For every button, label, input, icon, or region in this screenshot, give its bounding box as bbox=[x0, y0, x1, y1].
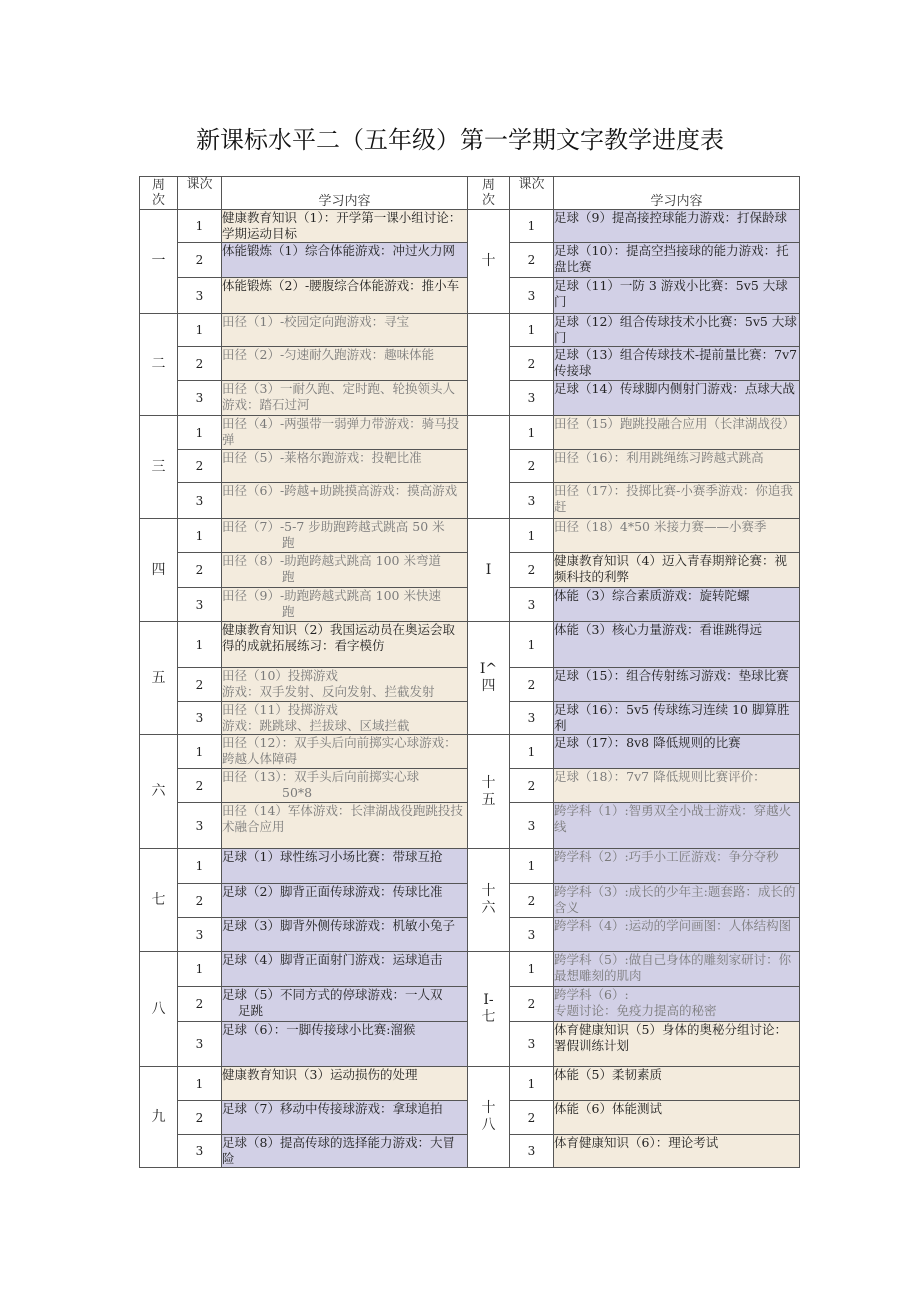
schedule-body bbox=[140, 210, 800, 1168]
lesson-text-line2: 游戏：跳跳球、拦拔球、区域拦截 bbox=[222, 718, 410, 733]
week-label-line: 十 bbox=[481, 774, 496, 791]
table-row bbox=[140, 314, 800, 347]
lesson-number: 1 bbox=[178, 952, 222, 987]
lesson-content-right bbox=[554, 347, 800, 381]
lesson-number: 2 bbox=[178, 884, 222, 918]
lesson-number: 1 bbox=[178, 210, 222, 243]
lesson-number: 3 bbox=[178, 702, 222, 735]
lesson-text: 足球（18）：7v7 降低规则比赛评价： bbox=[554, 769, 766, 784]
lesson-text-line2: 专题讨论：免疫力提高的秘密 bbox=[554, 1003, 717, 1018]
lesson-number-right: 3 bbox=[510, 381, 554, 416]
week-label-line: 五 bbox=[481, 791, 496, 808]
lesson-number-right: 3 bbox=[510, 483, 554, 519]
lesson-number-right: 1 bbox=[510, 735, 554, 769]
header-lesson bbox=[178, 177, 222, 210]
table-row bbox=[140, 952, 800, 987]
week-cell: 九 bbox=[140, 1067, 178, 1168]
lesson-number: 2 bbox=[178, 553, 222, 588]
lesson-number-right: 3 bbox=[510, 702, 554, 735]
lesson-content bbox=[222, 519, 468, 553]
lesson-number-right: 1 bbox=[510, 952, 554, 987]
lesson-number-right: 2 bbox=[510, 668, 554, 702]
lesson-content bbox=[222, 210, 468, 243]
lesson-content bbox=[222, 1067, 468, 1101]
lesson-text: 跨学科（2）:巧手小工匠游戏：争分夺秒 bbox=[554, 849, 779, 864]
lesson-text: 健康教育知识（3）运动损伤的处理 bbox=[222, 1067, 418, 1082]
week-cell-right bbox=[468, 210, 510, 314]
week-label-line: 八 bbox=[481, 1117, 496, 1133]
lesson-content-right bbox=[554, 416, 800, 450]
header-lesson-2 bbox=[510, 177, 554, 210]
lesson-number-right: 3 bbox=[510, 278, 554, 314]
lesson-content-right bbox=[554, 1022, 800, 1067]
lesson-text: 田径（4）-两强带一弱弹力带游戏：骑马投弹 bbox=[222, 416, 460, 447]
lesson-number: 3 bbox=[178, 278, 222, 314]
lesson-text-line2: 游戏：双手发射、反向发射、拦截发射 bbox=[222, 684, 435, 699]
lesson-text: 足球（8）提高传球的选择能力游戏：大冒险 bbox=[222, 1135, 455, 1166]
lesson-content-right bbox=[554, 210, 800, 243]
lesson-text: 田径（1）-校园定向跑游戏：寻宝 bbox=[222, 314, 410, 329]
lesson-content-right bbox=[554, 849, 800, 884]
lesson-content-right bbox=[554, 314, 800, 347]
lesson-text: 田径（9）-助跑跨越式跳高 100 米快速 bbox=[222, 588, 441, 603]
lesson-content-right bbox=[554, 952, 800, 987]
week-cell: 一 bbox=[140, 210, 178, 314]
lesson-text: 田径（8）-助跑跨越式跳高 100 米弯道 bbox=[222, 553, 441, 568]
header-week-2 bbox=[468, 177, 510, 210]
lesson-content-right bbox=[554, 735, 800, 769]
lesson-number: 1 bbox=[178, 1067, 222, 1101]
table-row bbox=[140, 735, 800, 769]
table-row bbox=[140, 210, 800, 243]
lesson-text: 足球（12）组合传球技术小比赛：5v5 大球门 bbox=[554, 314, 797, 345]
lesson-text-line2: 跑 bbox=[282, 535, 295, 550]
week-label-line: 十 bbox=[481, 883, 496, 899]
week-cell: 七 bbox=[140, 849, 178, 952]
header-content: 学习内容 bbox=[222, 177, 468, 210]
lesson-number-right: 2 bbox=[510, 243, 554, 278]
header-week-2-text: 周次 bbox=[481, 178, 495, 208]
header-lesson-text: 课次 bbox=[186, 177, 213, 192]
lesson-text: 田径（5）-莱格尔跑游戏：投靶比准 bbox=[222, 450, 422, 465]
lesson-number: 1 bbox=[178, 314, 222, 347]
week-label-line: I^ bbox=[479, 661, 498, 677]
lesson-text: 跨学科（1）:智勇双全小战士游戏：穿越火线 bbox=[554, 803, 792, 834]
lesson-number: 1 bbox=[178, 849, 222, 884]
lesson-number: 3 bbox=[178, 1135, 222, 1168]
lesson-content bbox=[222, 243, 468, 278]
lesson-number: 2 bbox=[178, 450, 222, 483]
week-cell-right bbox=[468, 622, 510, 735]
lesson-content-right bbox=[554, 278, 800, 314]
table-row bbox=[140, 849, 800, 884]
lesson-number: 3 bbox=[178, 803, 222, 849]
lesson-number: 2 bbox=[178, 769, 222, 803]
week-label-line: I bbox=[485, 561, 492, 578]
lesson-text: 田径（3）一耐久跑、定时跑、轮换领头人游戏：踏石过河 bbox=[222, 381, 455, 412]
lesson-text: 体能（5）柔韧素质 bbox=[554, 1067, 662, 1082]
lesson-text: 足球（16）：5v5 传球练习连续 10 脚算胜利 bbox=[554, 702, 790, 733]
lesson-content-right bbox=[554, 918, 800, 952]
lesson-content-right bbox=[554, 803, 800, 849]
lesson-number: 3 bbox=[178, 1022, 222, 1067]
lesson-number-right: 1 bbox=[510, 416, 554, 450]
lesson-text-line2: 跑 bbox=[282, 569, 295, 584]
lesson-text: 足球（2）脚背正面传球游戏：传球比准 bbox=[222, 884, 443, 899]
header-content-2: 学习内容 bbox=[554, 177, 800, 210]
lesson-number-right: 2 bbox=[510, 987, 554, 1022]
lesson-number-right: 2 bbox=[510, 553, 554, 588]
lesson-number: 1 bbox=[178, 735, 222, 769]
lesson-text: 足球（10）：提高空挡接球的能力游戏：托盘比赛 bbox=[554, 243, 789, 274]
lesson-content bbox=[222, 278, 468, 314]
lesson-number-right: 3 bbox=[510, 803, 554, 849]
week-cell: 五 bbox=[140, 622, 178, 735]
lesson-text: 体能（3）核心力量游戏：看谁跳得远 bbox=[554, 622, 762, 637]
table-row bbox=[140, 1067, 800, 1101]
lesson-content-right bbox=[554, 1067, 800, 1101]
week-cell-right bbox=[468, 849, 510, 952]
lesson-content-right bbox=[554, 519, 800, 553]
schedule-table bbox=[139, 176, 800, 1168]
lesson-content bbox=[222, 588, 468, 622]
lesson-text: 田径（11）投掷游戏 bbox=[222, 702, 338, 717]
lesson-text: 体能（6）体能测试 bbox=[554, 1101, 662, 1116]
page-title: 新课标水平二（五年级）第一学期文字教学进度表 bbox=[196, 126, 724, 154]
lesson-text: 体能（3）综合素质游戏：旋转陀螺 bbox=[554, 588, 750, 603]
lesson-number: 3 bbox=[178, 918, 222, 952]
week-cell-right bbox=[468, 1067, 510, 1168]
lesson-content bbox=[222, 347, 468, 381]
lesson-content bbox=[222, 952, 468, 987]
lesson-content bbox=[222, 849, 468, 884]
lesson-content bbox=[222, 1101, 468, 1135]
lesson-number: 3 bbox=[178, 381, 222, 416]
lesson-content-right bbox=[554, 622, 800, 668]
lesson-content-right bbox=[554, 987, 800, 1022]
lesson-text: 体育健康知识（5）身体的奥秘分组讨论：署假训练计划 bbox=[554, 1022, 787, 1053]
lesson-text: 足球（4）脚背正面射门游戏：运球追击 bbox=[222, 952, 443, 967]
lesson-text: 田径（13）：双手头后向前掷实心球 bbox=[222, 769, 420, 784]
week-cell-right bbox=[468, 735, 510, 849]
lesson-text: 田径（10）投掷游戏 bbox=[222, 668, 338, 683]
header-week bbox=[140, 177, 178, 210]
week-cell-right bbox=[468, 519, 510, 622]
lesson-content bbox=[222, 1135, 468, 1168]
lesson-content-right bbox=[554, 668, 800, 702]
table-row bbox=[140, 519, 800, 553]
lesson-number: 1 bbox=[178, 416, 222, 450]
lesson-content bbox=[222, 381, 468, 416]
lesson-text: 跨学科（6）: bbox=[554, 987, 629, 1002]
lesson-content bbox=[222, 314, 468, 347]
lesson-text: 足球（14）传球脚内侧射门游戏：点球大战 bbox=[554, 381, 795, 396]
lesson-number-right: 3 bbox=[510, 1022, 554, 1067]
lesson-number-right: 2 bbox=[510, 450, 554, 483]
lesson-content-right bbox=[554, 884, 800, 918]
lesson-content bbox=[222, 450, 468, 483]
lesson-content-right bbox=[554, 553, 800, 588]
lesson-text: 体能锻炼（1）综合体能游戏：冲过火力网 bbox=[222, 243, 455, 258]
lesson-text: 田径（6）-跨越+助跳摸高游戏：摸高游戏 bbox=[222, 483, 458, 498]
week-label-line: 七 bbox=[481, 1009, 496, 1025]
lesson-text: 足球（7）移动中传接球游戏：拿球追拍 bbox=[222, 1101, 443, 1116]
lesson-number: 2 bbox=[178, 987, 222, 1022]
lesson-number-right: 2 bbox=[510, 347, 554, 381]
lesson-text: 足球（1）球性练习小场比赛：带球互抢 bbox=[222, 849, 443, 864]
week-cell: 三 bbox=[140, 416, 178, 519]
lesson-number: 2 bbox=[178, 668, 222, 702]
lesson-number-right: 3 bbox=[510, 1135, 554, 1168]
lesson-number: 1 bbox=[178, 519, 222, 553]
header-week-text: 周次 bbox=[151, 178, 165, 208]
lesson-number-right: 2 bbox=[510, 884, 554, 918]
lesson-content bbox=[222, 416, 468, 450]
lesson-text-line2: 跑 bbox=[282, 604, 295, 619]
lesson-text: 足球（9）提高接控球能力游戏：打保龄球 bbox=[554, 210, 787, 225]
lesson-number-right: 1 bbox=[510, 519, 554, 553]
lesson-content bbox=[222, 803, 468, 849]
lesson-number: 3 bbox=[178, 483, 222, 519]
lesson-content bbox=[222, 735, 468, 769]
lesson-text: 健康教育知识（4）迈入青春期辩论赛：视频科技的利弊 bbox=[554, 553, 787, 584]
table-header-row bbox=[140, 177, 800, 210]
week-label-line: 十 bbox=[481, 253, 496, 269]
lesson-text: 足球（15）：组合传射练习游戏：垫球比赛 bbox=[554, 668, 789, 683]
week-label-line: I- bbox=[483, 992, 494, 1008]
lesson-text: 跨学科（4）:运动的学问画图：人体结构图 bbox=[554, 918, 792, 933]
lesson-number: 2 bbox=[178, 347, 222, 381]
lesson-content bbox=[222, 668, 468, 702]
lesson-number-right: 3 bbox=[510, 918, 554, 952]
lesson-content-right bbox=[554, 769, 800, 803]
lesson-text: 体能锻炼（2）-腰腹综合体能游戏：推小车 bbox=[222, 278, 460, 293]
lesson-content-right bbox=[554, 243, 800, 278]
lesson-content bbox=[222, 987, 468, 1022]
lesson-content bbox=[222, 553, 468, 588]
lesson-content-right bbox=[554, 381, 800, 416]
week-cell-right bbox=[468, 416, 510, 519]
lesson-text: 足球（6）：一脚传接球小比赛:溜猴 bbox=[222, 1022, 416, 1037]
lesson-content bbox=[222, 769, 468, 803]
lesson-text: 跨学科（3）:成长的少年主:题套路：成长的含义 bbox=[554, 884, 796, 915]
lesson-content bbox=[222, 622, 468, 668]
lesson-number-right: 1 bbox=[510, 210, 554, 243]
lesson-number: 1 bbox=[178, 622, 222, 668]
week-label-line: 六 bbox=[481, 900, 496, 916]
lesson-text: 田径（15）跑跳投融合应用（长津湖战役） bbox=[554, 416, 795, 431]
lesson-number-right: 1 bbox=[510, 314, 554, 347]
lesson-text: 田径（7）-5-7 步助跑跨越式跳高 50 米 bbox=[222, 519, 445, 534]
lesson-number: 2 bbox=[178, 1101, 222, 1135]
week-cell: 六 bbox=[140, 735, 178, 849]
lesson-content bbox=[222, 483, 468, 519]
week-cell: 八 bbox=[140, 952, 178, 1067]
lesson-number-right: 2 bbox=[510, 1101, 554, 1135]
lesson-text: 体育健康知识（6）：理论考试 bbox=[554, 1135, 719, 1150]
lesson-number: 3 bbox=[178, 588, 222, 622]
lesson-content bbox=[222, 1022, 468, 1067]
lesson-text: 足球（11）一防 3 游戏小比赛：5v5 大球门 bbox=[554, 278, 788, 309]
lesson-text: 田径（16）：利用跳绳练习跨越式跳高 bbox=[554, 450, 764, 465]
lesson-text: 健康教育知识（1）：开学第一课小组讨论：学期运动目标 bbox=[222, 210, 462, 241]
lesson-text-line2: 足跳 bbox=[238, 1003, 264, 1018]
lesson-text: 足球（13）组合传球技术-提前量比赛：7v7 传接球 bbox=[554, 347, 798, 378]
lesson-text: 田径（17）：投掷比赛-小赛季游戏：你追我赶 bbox=[554, 483, 793, 514]
lesson-number-right: 1 bbox=[510, 1067, 554, 1101]
lesson-text: 足球（17）：8v8 降低规则的比赛 bbox=[554, 735, 741, 750]
header-lesson-2-text: 课次 bbox=[518, 177, 545, 192]
week-label-line: 十 bbox=[481, 1100, 496, 1116]
week-cell-right bbox=[468, 314, 510, 416]
lesson-content bbox=[222, 884, 468, 918]
week-label-line: 四 bbox=[481, 678, 496, 694]
lesson-text: 田径（12）：双手头后向前掷实心球游戏：跨越人体障碍 bbox=[222, 735, 457, 766]
lesson-text: 田径（18）4*50 米接力赛——小赛季 bbox=[554, 519, 767, 534]
lesson-content-right bbox=[554, 588, 800, 622]
lesson-text: 跨学科（5）:做自己身体的雕刻家研讨：你最想雕刻的肌肉 bbox=[554, 952, 792, 983]
lesson-content bbox=[222, 702, 468, 735]
table-row bbox=[140, 416, 800, 450]
lesson-text: 田径（14）军体游戏：长津湖战役跑跳投技术融合应用 bbox=[222, 803, 463, 834]
lesson-text-line2: 50*8 bbox=[282, 785, 313, 800]
lesson-content-right bbox=[554, 1135, 800, 1168]
lesson-content-right bbox=[554, 702, 800, 735]
week-cell: 四 bbox=[140, 519, 178, 622]
lesson-text: 足球（3）脚背外侧传球游戏：机敏小兔子 bbox=[222, 918, 455, 933]
lesson-content bbox=[222, 918, 468, 952]
lesson-number-right: 1 bbox=[510, 849, 554, 884]
lesson-number-right: 2 bbox=[510, 769, 554, 803]
table-row bbox=[140, 622, 800, 668]
week-cell: 二 bbox=[140, 314, 178, 416]
lesson-number-right: 1 bbox=[510, 622, 554, 668]
lesson-text: 健康教育知识（2）我国运动员在奥运会取得的成就拓展练习：看字模仿 bbox=[222, 622, 455, 653]
lesson-content-right bbox=[554, 450, 800, 483]
lesson-number-right: 3 bbox=[510, 588, 554, 622]
lesson-content-right bbox=[554, 1101, 800, 1135]
week-cell-right bbox=[468, 952, 510, 1067]
lesson-content-right bbox=[554, 483, 800, 519]
lesson-text: 田径（2）-匀速耐久跑游戏：趣味体能 bbox=[222, 347, 435, 362]
lesson-text: 足球（5）不同方式的停球游戏：一人双 bbox=[222, 987, 443, 1002]
lesson-number: 2 bbox=[178, 243, 222, 278]
